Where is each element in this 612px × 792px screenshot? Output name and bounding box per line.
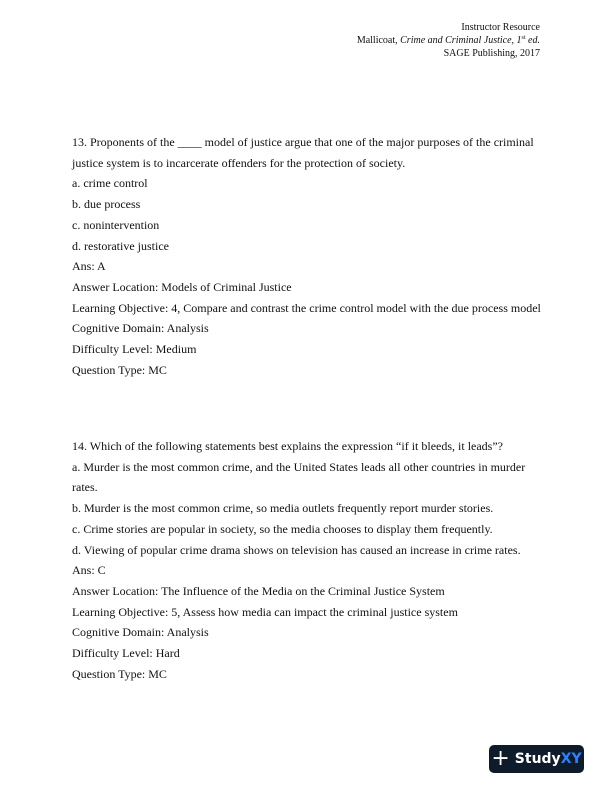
difficulty-level: Difficulty Level: Medium — [72, 342, 197, 357]
option-a: a. crime control — [72, 176, 148, 191]
badge-brand-accent: XY — [560, 751, 582, 767]
option-c: c. Crime stories are popular in society, so the media chooses to display them frequently. — [72, 521, 493, 536]
option-d: d. restorative justice — [72, 238, 169, 253]
page-header — [357, 21, 540, 60]
answer-location: Answer Location: The Influence of the Media on the Criminal Justice System — [72, 583, 445, 598]
learning-objective: Learning Objective: 5, Assess how media can impact the criminal justice system — [72, 604, 458, 619]
studyxy-badge[interactable] — [489, 745, 584, 773]
question-stem: 13. Proponents of the ____ model of justice argue that one of the major purposes of the criminal justice system is to incarcerate offenders for the protection of society. — [72, 135, 534, 170]
learning-objective: Learning Objective: 4, Compare and contrast the crime control model with the due process model — [72, 300, 541, 315]
option-c: c. nonintervention — [72, 217, 160, 232]
header-book-title: Crime and Criminal Justice, 1 — [400, 35, 522, 46]
plus-icon: + — [491, 746, 510, 771]
answer: Ans: A — [72, 259, 106, 274]
question-14 — [72, 436, 542, 684]
question-stem: 14. Which of the following statements best explains the expression “if it bleeds, it leads”? — [72, 439, 504, 453]
difficulty-level: Difficulty Level: Hard — [72, 646, 180, 661]
option-b: b. due process — [72, 197, 141, 212]
header-citation — [357, 34, 540, 47]
header-edition-sup: st — [521, 35, 526, 41]
option-a: a. Murder is the most common crime, and the United States leads all other countries in murder rates. — [72, 459, 526, 495]
answer: Ans: C — [72, 563, 106, 578]
question-13 — [72, 132, 542, 380]
header-author: Mallicoat, — [356, 35, 401, 46]
badge-brand-main: Study — [514, 751, 561, 767]
question-type: Question Type: MC — [72, 362, 167, 377]
option-d: d. Viewing of popular crime drama shows on television has caused an increase in crime rates. — [72, 542, 521, 557]
question-type: Question Type: MC — [72, 666, 167, 681]
header-resource-label: Instructor Resource — [461, 22, 540, 33]
answer-location: Answer Location: Models of Criminal Justice — [72, 279, 292, 294]
cognitive-domain: Cognitive Domain: Analysis — [72, 625, 209, 640]
header-edition-suffix: ed. — [525, 35, 540, 46]
header-publisher: SAGE Publishing, 2017 — [443, 48, 540, 59]
option-b: b. Murder is the most common crime, so media outlets frequently report murder stories. — [72, 501, 494, 516]
cognitive-domain: Cognitive Domain: Analysis — [72, 321, 209, 336]
